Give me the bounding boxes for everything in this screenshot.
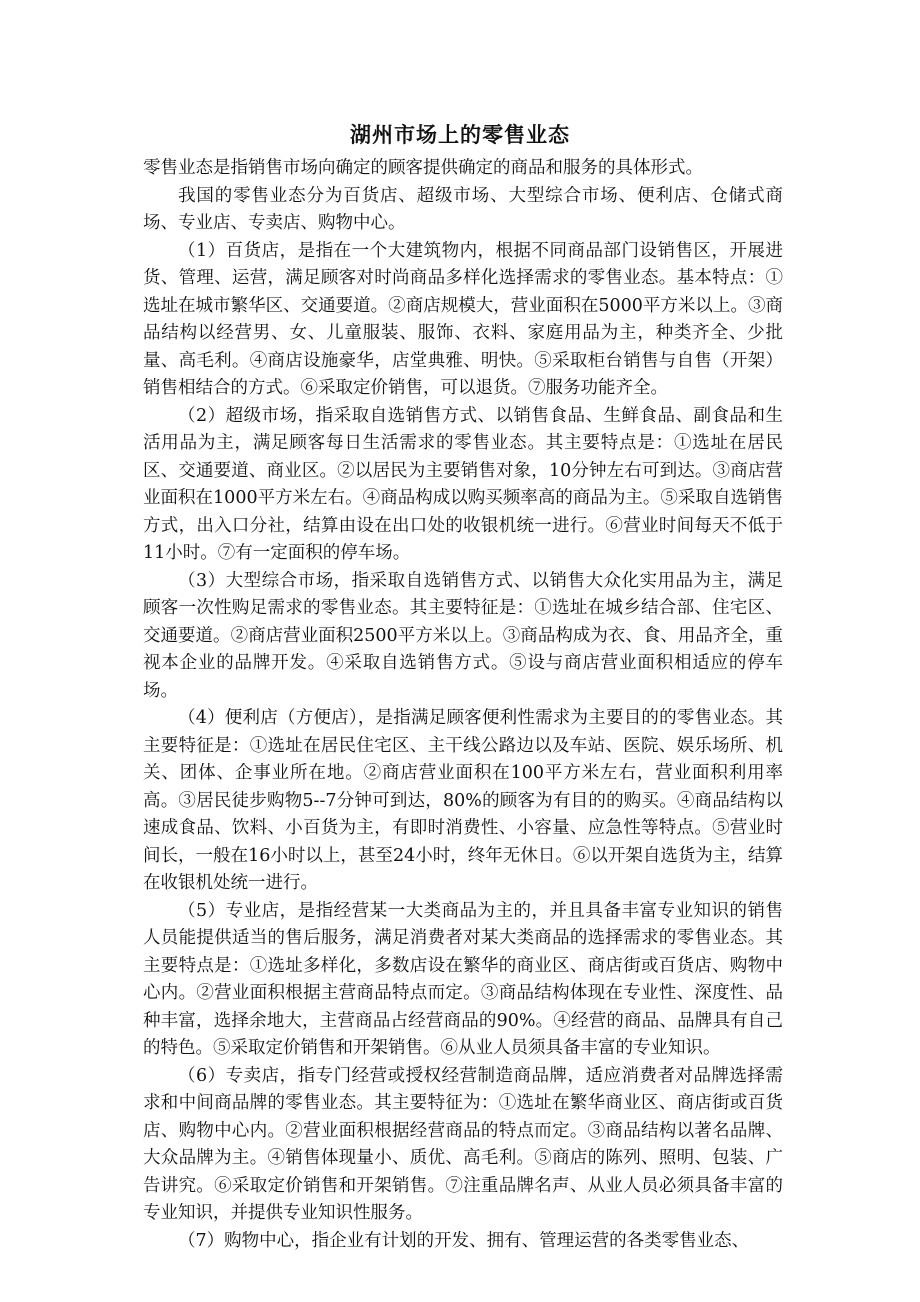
paragraph: 我国的零售业态分为百货店、超级市场、大型综合市场、便利店、仓储式商场、专业店、专卖店、购物中心。	[143, 185, 783, 233]
paragraph: （6）专卖店，指专门经营或授权经营制造商品牌，适应消费者对品牌选择需求和中间商品牌的零售业态。其主要特征为：①选址在繁华商业区、商店街或百货店、购物中心内。②营业面积根据经营商品的特点而定。③商品结构以著名品牌、大众品牌为主。④销售体现量小、质优、高毛利。⑤商店的陈列、照明、包装、广告讲究。⑥采取定价销售和开架销售。⑦注重品牌名声、从业人员必须具备丰富的专业知识，并提供专业知识性服务。	[143, 1065, 783, 1223]
document-title: 湖州市场上的零售业态	[350, 122, 570, 147]
paragraph: （5）专业店，是指经营某一大类商品为主的，并且具备丰富专业知识的销售人员能提供适当的售后服务，满足消费者对某大类商品的选择需求的零售业态。其主要特点是：①选址多样化，多数店设在繁华的商业区、商店街或百货店、购物中心内。②营业面积根据主营商品特点而定。③商品结构体现在专业性、深度性、品种丰富，选择余地大，主营商品占经营商品的90%。④经营的商品、品牌具有自己的特色。⑤采取定价销售和开架销售。⑥从业人员须具备丰富的专业知识。	[143, 900, 783, 1058]
paragraph: （3）大型综合市场，指采取自选销售方式、以销售大众化实用品为主，满足顾客一次性购足需求的零售业态。其主要特征是：①选址在城乡结合部、住宅区、交通要道。②商店营业面积2500平方米以上。③商品构成为衣、食、用品齐全，重视本企业的品牌开发。④采取自选销售方式。⑤设与商店营业面积相适应的停车场。	[143, 570, 783, 701]
paragraph: （1）百货店，是指在一个大建筑物内，根据不同商品部门设销售区，开展进货、管理、运营，满足顾客对时尚商品多样化选择需求的零售业态。基本特点：①选址在城市繁华区、交通要道。②商店规模大，营业面积在5000平方米以上。③商品结构以经营男、女、儿童服装、服饰、衣料、家庭用品为主，种类齐全、少批量、高毛利。④商店设施豪华，店堂典雅、明快。⑤采取柜台销售与自售（开架）销售相结合的方式。⑥采取定价销售，可以退货。⑦服务功能齐全。	[143, 240, 783, 398]
paragraph: 零售业态是指销售市场向确定的顾客提供确定的商品和服务的具体形式。	[143, 158, 703, 178]
paragraph: （4）便利店（方便店），是指满足顾客便利性需求为主要目的的零售业态。其主要特征是：①选址在居民住宅区、主干线公路边以及车站、医院、娱乐场所、机关、团体、企事业所在地。②商店营业面积在100平方米左右，营业面积利用率高。③居民徒步购物5--7分钟可到达，80%的顾客为有目的的购买。④商品结构以速成食品、饮料、小百货为主，有即时消费性、小容量、应急性等特点。⑤营业时间长，一般在16小时以上，甚至24小时，终年无休日。⑥以开架自选货为主，结算在收银机处统一进行。	[143, 708, 783, 893]
paragraph: （7）购物中心，指企业有计划的开发、拥有、管理运营的各类零售业态、	[178, 1230, 750, 1251]
paragraph: （2）超级市场，指采取自选销售方式、以销售食品、生鲜食品、副食品和生活用品为主，满足顾客每日生活需求的零售业态。其主要特点是：①选址在居民区、交通要道、商业区。②以居民为主要销售对象，10分钟左右可到达。③商店营业面积在1000平方米左右。④商品构成以购买频率高的商品为主。⑤采取自选销售方式，出入口分社，结算由设在出口处的收银机统一进行。⑥营业时间每天不低于11小时。⑦有一定面积的停车场。	[143, 405, 783, 563]
document-body	[143, 155, 783, 1255]
